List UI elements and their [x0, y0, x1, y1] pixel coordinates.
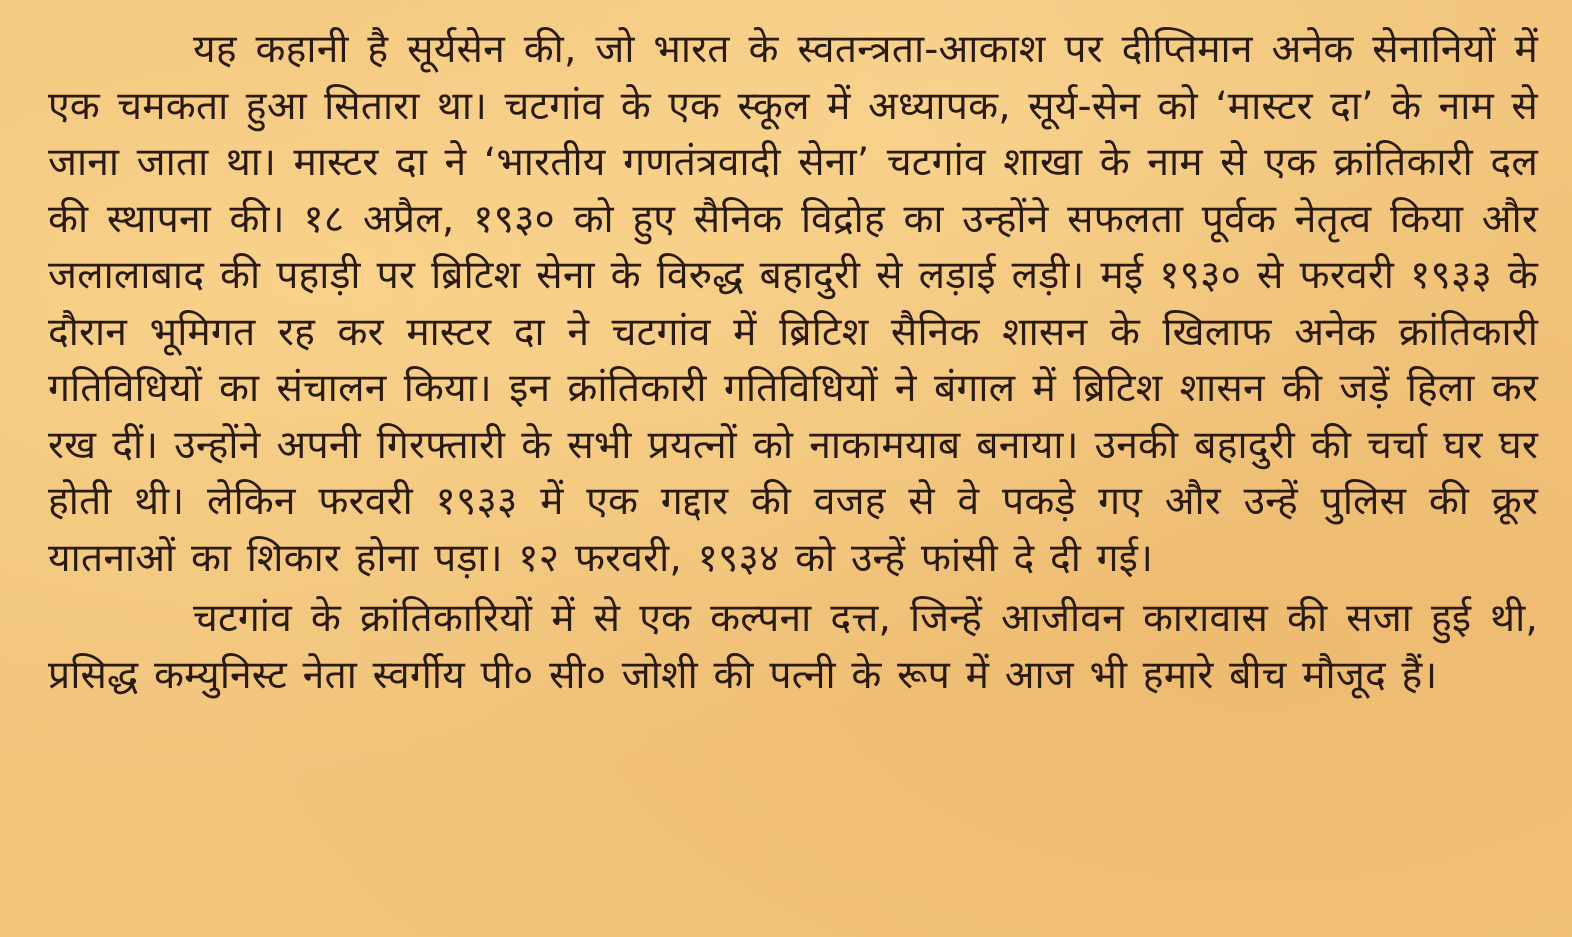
document-page: [48, 22, 1538, 704]
paragraph-kalpana-dutt: चटगांव के क्रांतिकारियों में से एक कल्पना दत्त, जिन्हें आजीवन कारावास की सजा हुई थी, प्रसिद्ध कम्युनिस्ट नेता स्वर्गीय पी० सी० जोशी की पत्नी के रूप में आज भी हमारे बीच मौजूद हैं।: [48, 596, 1538, 698]
paragraph-surya-sen: यह कहानी है सूर्यसेन की, जो भारत के स्वतन्त्रता-आकाश पर दीप्तिमान अनेक सेनानियों में एक चमकता हुआ सितारा था। चटगांव के एक स्कूल में अध्यापक, सूर्य-सेन को ‘मास्टर दा’ के नाम से जाना जाता था। मास्टर दा ने ‘भारतीय गणतंत्रवादी सेना’ चटगांव शाखा के नाम से एक क्रांतिकारी दल की स्थापना की। १८ अप्रैल, १९३० को हुए सैनिक विद्रोह का उन्होंने सफलता पूर्वक नेतृत्व किया और जलालाबाद की पहाड़ी पर ब्रिटिश सेना के विरुद्ध बहादुरी से लड़ाई लड़ी। मई १९३० से फरवरी १९३३ के दौरान भूमिगत रह कर मास्टर दा ने चटगांव में ब्रिटिश सैनिक शासन के खिलाफ अनेक क्रांतिकारी गतिविधियों का संचालन किया। इन क्रांतिकारी गतिविधियों ने बंगाल में ब्रिटिश शासन की जड़ें हिला कर रख दीं। उन्होंने अपनी गिरफ्तारी के सभी प्रयत्नों को नाकामयाब बनाया। उनकी बहादुरी की चर्चा घर घर होती थी। लेकिन फरवरी १९३३ में एक गद्दार की वजह से वे पकड़े गए और उन्हें पुलिस की क्रूर यातनाओं का शिकार होना पड़ा। १२ फरवरी, १९३४ को उन्हें फांसी दे दी गई।: [48, 27, 1538, 581]
